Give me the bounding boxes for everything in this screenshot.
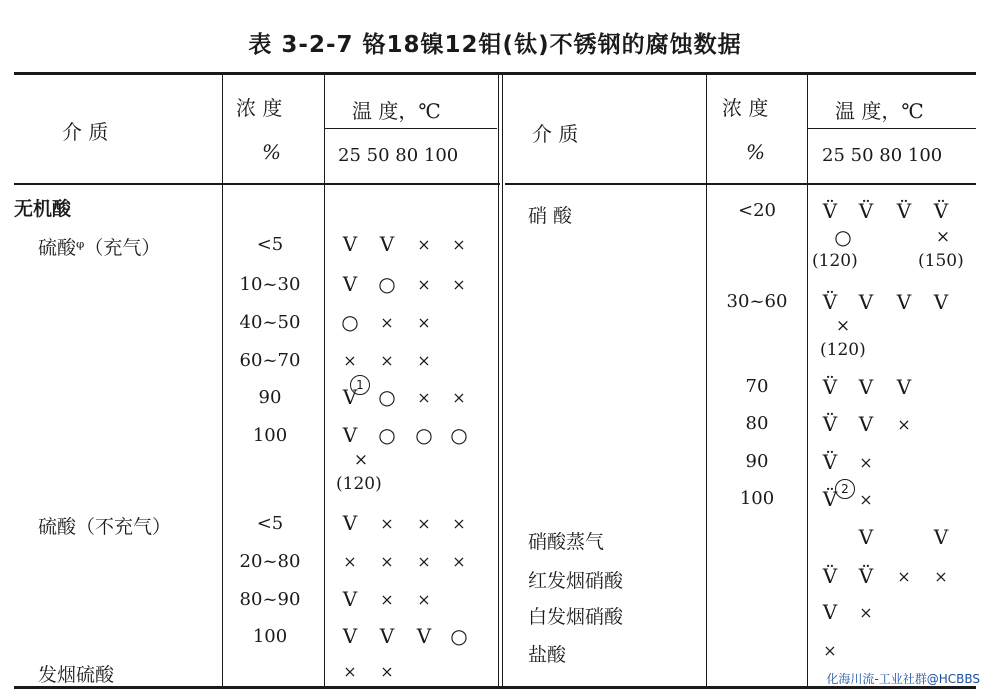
- concentration-value: 10~30: [239, 274, 301, 295]
- corrosion-mark: V: [342, 385, 358, 409]
- corrosion-mark: V: [858, 412, 874, 436]
- col-divider: [324, 75, 325, 686]
- corrosion-mark: ×: [380, 351, 394, 370]
- table-title: 表 3-2-7 铬18镍12钼(钛)不锈钢的腐蚀数据: [248, 32, 742, 58]
- header-concentration: 浓 度: [236, 96, 283, 120]
- concentration-value: <5: [256, 513, 284, 534]
- corrosion-mark: ×: [452, 388, 466, 407]
- header-medium: 介 质: [62, 120, 109, 144]
- corrosion-mark: V: [342, 272, 358, 296]
- header-medium: 介 质: [532, 122, 579, 146]
- header-temps: 25 50 80 100: [338, 145, 459, 166]
- corrosion-mark: ×: [452, 275, 466, 294]
- corrosion-mark: ×: [935, 227, 951, 247]
- concentration-value: <5: [256, 234, 284, 255]
- concentration-value: 100: [252, 425, 288, 446]
- concentration-value: 90: [745, 451, 769, 472]
- corrosion-mark: ×: [452, 514, 466, 533]
- concentration-value: 90: [258, 387, 282, 408]
- temperature-note: (120): [812, 251, 858, 271]
- corrosion-mark: ×: [897, 567, 911, 586]
- corrosion-mark: ×: [343, 351, 357, 370]
- corrosion-mark: ×: [343, 552, 357, 571]
- corrosion-mark: ×: [343, 662, 357, 681]
- corrosion-mark: V: [379, 232, 395, 256]
- concentration-value: 60~70: [239, 350, 301, 371]
- medium-label: 硫酸ᵠ（充气）: [38, 237, 161, 259]
- corrosion-mark: ×: [417, 235, 431, 254]
- corrosion-mark: ×: [835, 316, 851, 336]
- corrosion-mark: ○: [378, 385, 396, 409]
- corrosion-mark: V̈: [858, 199, 874, 223]
- temperature-note: (120): [820, 340, 866, 360]
- corrosion-mark: ×: [934, 567, 948, 586]
- medium-label: 白发烟硝酸: [528, 606, 624, 628]
- medium-label: 发烟硫酸: [38, 664, 115, 686]
- corrosion-mark: V̈: [822, 412, 838, 436]
- corrosion-mark: ×: [417, 388, 431, 407]
- concentration-value: 70: [745, 376, 769, 397]
- corrosion-mark: ×: [897, 415, 911, 434]
- watermark: 化海川流-工业社群@HCBBS: [826, 672, 980, 686]
- concentration-value: 80~90: [239, 589, 301, 610]
- medium-label: 盐酸: [528, 644, 567, 666]
- corrosion-mark: V: [379, 624, 395, 648]
- corrosion-mark: ×: [452, 235, 466, 254]
- header-percent: %: [262, 140, 282, 164]
- corrosion-mark: ○: [450, 624, 468, 648]
- header-concentration: 浓 度: [722, 96, 769, 120]
- corrosion-mark: V: [933, 525, 949, 549]
- corrosion-mark: V: [858, 525, 874, 549]
- header-percent: %: [746, 140, 766, 164]
- corrosion-mark: V: [342, 587, 358, 611]
- corrosion-mark: V: [342, 624, 358, 648]
- footnote-marker: 2: [835, 479, 855, 499]
- corrosion-mark: V: [416, 624, 432, 648]
- header-temperature: 温 度，℃: [352, 99, 441, 123]
- corrosion-mark: V: [858, 375, 874, 399]
- corrosion-mark: ○: [450, 423, 468, 447]
- col-divider: [502, 75, 503, 686]
- corrosion-mark: V: [858, 290, 874, 314]
- corrosion-mark: V̈: [858, 564, 874, 588]
- corrosion-mark: V̈: [822, 487, 838, 511]
- concentration-value: 20~80: [239, 551, 301, 572]
- concentration-value: 30~60: [726, 291, 788, 312]
- concentration-value: 100: [739, 488, 775, 509]
- header-rule-left: [14, 183, 500, 185]
- corrosion-mark: V: [342, 423, 358, 447]
- corrosion-mark: ×: [859, 490, 873, 509]
- corrosion-mark: ×: [417, 275, 431, 294]
- corrosion-mark: ×: [380, 590, 394, 609]
- concentration-value: 40~50: [239, 312, 301, 333]
- col-divider: [706, 75, 707, 686]
- concentration-value: 100: [252, 626, 288, 647]
- corrosion-mark: ×: [823, 641, 837, 660]
- header-temps: 25 50 80 100: [822, 145, 943, 166]
- corrosion-mark: V̈: [896, 199, 912, 223]
- corrosion-mark: V: [896, 290, 912, 314]
- corrosion-mark: V̈: [933, 199, 949, 223]
- temp-subrule-left: [325, 128, 497, 129]
- corrosion-mark: ×: [417, 313, 431, 332]
- col-divider: [498, 75, 499, 686]
- temperature-note: (120): [336, 474, 382, 494]
- concentration-value: 80: [745, 413, 769, 434]
- corrosion-mark: ×: [380, 552, 394, 571]
- corrosion-mark: V̈: [822, 199, 838, 223]
- category-label: 无机酸: [14, 198, 72, 220]
- corrosion-mark: V̈: [822, 290, 838, 314]
- corrosion-mark: ×: [380, 514, 394, 533]
- corrosion-mark: ×: [417, 552, 431, 571]
- corrosion-mark: ○: [834, 225, 852, 249]
- corrosion-mark: V: [933, 290, 949, 314]
- corrosion-mark: ×: [859, 603, 873, 622]
- medium-label: 硫酸（不充气）: [38, 516, 172, 538]
- medium-label: 红发烟硝酸: [528, 570, 624, 592]
- top-rule: [14, 72, 976, 75]
- corrosion-mark: ×: [859, 453, 873, 472]
- col-divider: [807, 75, 808, 686]
- corrosion-mark: V̈: [822, 450, 838, 474]
- corrosion-mark: ×: [452, 552, 466, 571]
- temperature-note: (150): [918, 251, 964, 271]
- concentration-value: <20: [738, 200, 776, 221]
- corrosion-mark: V: [896, 375, 912, 399]
- header-temperature: 温 度，℃: [835, 99, 924, 123]
- corrosion-mark: ×: [380, 662, 394, 681]
- corrosion-mark: ○: [415, 423, 433, 447]
- corrosion-mark: ×: [417, 590, 431, 609]
- header-rule-right: [505, 183, 976, 185]
- col-divider: [222, 75, 223, 686]
- corrosion-mark: V̈: [822, 375, 838, 399]
- temp-subrule-right: [808, 128, 976, 129]
- corrosion-mark: ○: [378, 272, 396, 296]
- corrosion-mark: V: [822, 600, 838, 624]
- footnote-marker: 1: [350, 375, 370, 395]
- corrosion-mark: ×: [417, 514, 431, 533]
- corrosion-mark: ○: [341, 310, 359, 334]
- corrosion-mark: V̈: [822, 564, 838, 588]
- corrosion-mark: V: [342, 232, 358, 256]
- medium-label: 硝 酸: [528, 205, 573, 227]
- medium-label: 硝酸蒸气: [528, 531, 605, 553]
- corrosion-mark: ×: [417, 351, 431, 370]
- corrosion-mark: ×: [353, 450, 369, 470]
- corrosion-mark: ×: [380, 313, 394, 332]
- corrosion-mark: ○: [378, 423, 396, 447]
- corrosion-mark: V: [342, 511, 358, 535]
